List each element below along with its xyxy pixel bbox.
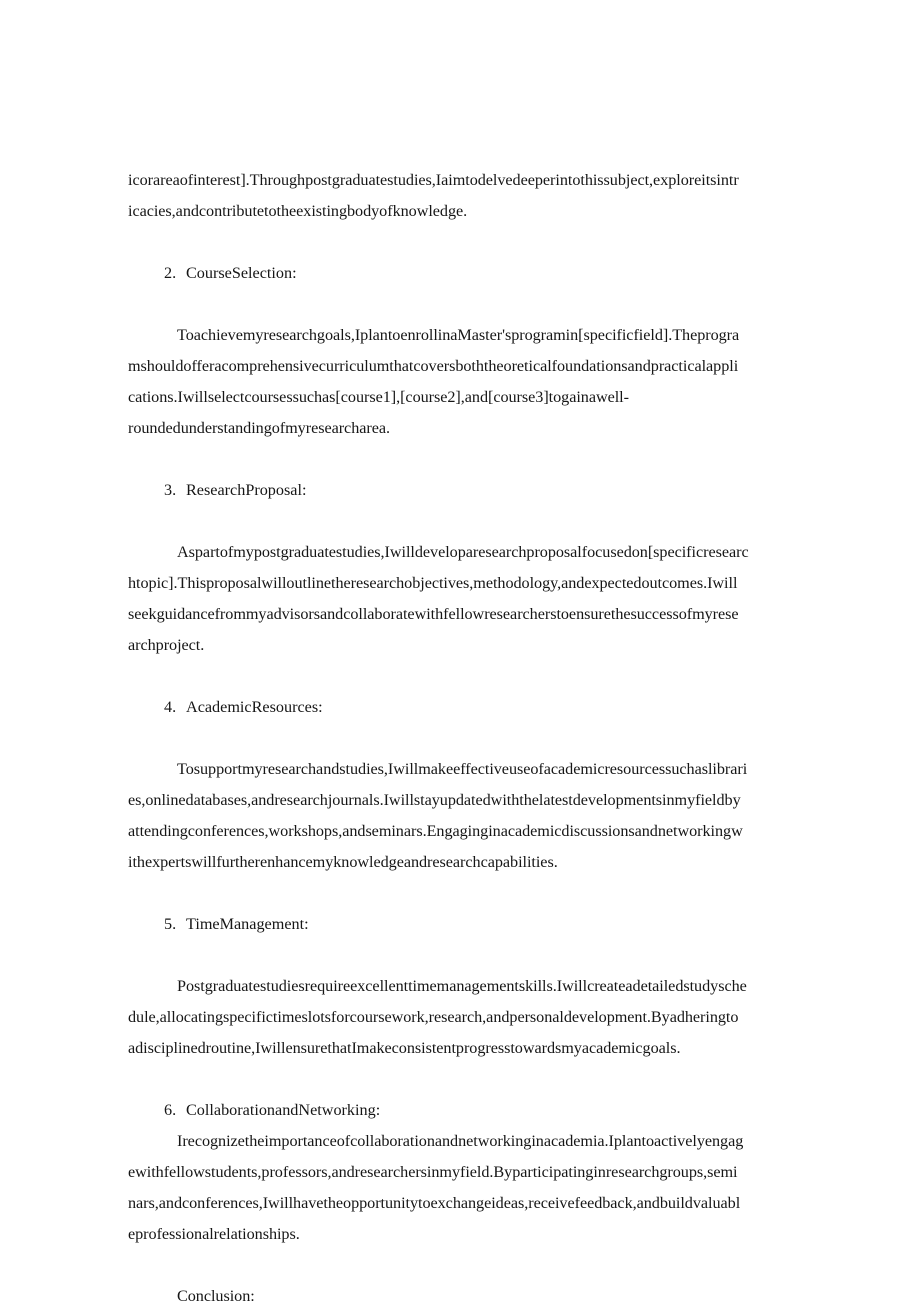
- text-line: dule,allocatingspecifictimeslotsforcoursework,research,andpersonaldevelopment.Byadheringto: [128, 1008, 739, 1026]
- text-line: eprofessionalrelationships.: [128, 1225, 300, 1243]
- vertical-spacer: [128, 1250, 782, 1281]
- text-line: Postgraduatestudiesrequireexcellenttimemanagementskills.Iwillcreateadetailedstudysche: [177, 977, 747, 995]
- text-line: cations.Iwillselectcoursessuchas[course1],[course2],and[course3]togainawell-: [128, 388, 629, 406]
- paragraph-time-management: [128, 971, 782, 1064]
- text-line: es,onlinedatabases,andresearchjournals.Iwillstayupdatedwiththelatestdevelopmentsinmyfieldby: [128, 791, 741, 809]
- list-heading-label: CollaborationandNetworking:: [186, 1101, 381, 1119]
- paragraph-collaboration-networking: [128, 1126, 782, 1250]
- list-heading-label: ResearchProposal:: [186, 481, 307, 499]
- list-number: 3.: [164, 481, 177, 499]
- vertical-spacer: [128, 227, 782, 258]
- heading-academic-resources: [128, 692, 782, 723]
- vertical-spacer: [128, 661, 782, 692]
- text-line: Toachievemyresearchgoals,IplantoenrollinaMaster'sprogramin[specificfield].Theprogra: [177, 326, 740, 344]
- text-line: attendingconferences,workshops,andseminars.Engaginginacademicdiscussionsandnetworkingw: [128, 822, 743, 840]
- text-line: htopic].Thisproposalwilloutlinetheresearchobjectives,methodology,andexpectedoutcomes.Iwill: [128, 574, 738, 592]
- paragraph-course-selection: [128, 320, 782, 444]
- text-line: ewithfellowstudents,professors,andresearchersinmyfield.Byparticipatinginresearchgroups,semi: [128, 1163, 738, 1181]
- vertical-spacer: [128, 506, 782, 537]
- text-line: roundedunderstandingofmyresearcharea.: [128, 419, 390, 437]
- text-line: Conclusion:: [177, 1287, 255, 1301]
- vertical-spacer: [128, 1064, 782, 1095]
- list-heading-label: CourseSelection:: [186, 264, 297, 282]
- vertical-spacer: [128, 444, 782, 475]
- text-line: icacies,andcontributetotheexistingbodyofknowledge.: [128, 202, 468, 220]
- list-number: 4.: [164, 698, 177, 716]
- text-line: mshouldofferacomprehensivecurriculumthatcoversboththeoreticalfoundationsandpracticalappli: [128, 357, 739, 375]
- text-line: Tosupportmyresearchandstudies,Iwillmakeeffectiveuseofacademicresourcessuchaslibrari: [177, 760, 748, 778]
- text-line: Irecognizetheimportanceofcollaborationandnetworkinginacademia.Iplantoactivelyengag: [177, 1132, 744, 1150]
- list-number: 5.: [164, 915, 177, 933]
- list-heading-label: TimeManagement:: [186, 915, 309, 933]
- vertical-spacer: [128, 940, 782, 971]
- intro-continuation-paragraph: [128, 165, 782, 227]
- text-line: ithexpertswillfurtherenhancemyknowledgeandresearchcapabilities.: [128, 853, 558, 871]
- document-body: [128, 165, 782, 1301]
- text-line: seekguidancefrommyadvisorsandcollaboratewithfellowresearcherstoensurethesuccessofmyrese: [128, 605, 739, 623]
- heading-course-selection: [128, 258, 782, 289]
- heading-collaboration-networking: [128, 1095, 782, 1126]
- list-number: 2.: [164, 264, 177, 282]
- paragraph-research-proposal: [128, 537, 782, 661]
- paragraph-academic-resources: [128, 754, 782, 878]
- heading-research-proposal: [128, 475, 782, 506]
- text-line: archproject.: [128, 636, 205, 654]
- text-line: Aspartofmypostgraduatestudies,Iwilldeveloparesearchproposalfocusedon[specificresearc: [177, 543, 749, 561]
- heading-time-management: [128, 909, 782, 940]
- text-line: icorareaofinterest].Throughpostgraduatestudies,Iaimtodelvedeeperintothissubject,exploreitsintr: [128, 171, 739, 189]
- text-line: adisciplinedroutine,IwillensurethatImakeconsistentprogresstowardsmyacademicgoals.: [128, 1039, 681, 1057]
- heading-conclusion: [128, 1281, 782, 1301]
- list-heading-label: AcademicResources:: [186, 698, 323, 716]
- vertical-spacer: [128, 723, 782, 754]
- list-number: 6.: [164, 1101, 177, 1119]
- text-line: nars,andconferences,Iwillhavetheopportunitytoexchangeideas,receivefeedback,andbuildvaluabl: [128, 1194, 741, 1212]
- vertical-spacer: [128, 878, 782, 909]
- vertical-spacer: [128, 289, 782, 320]
